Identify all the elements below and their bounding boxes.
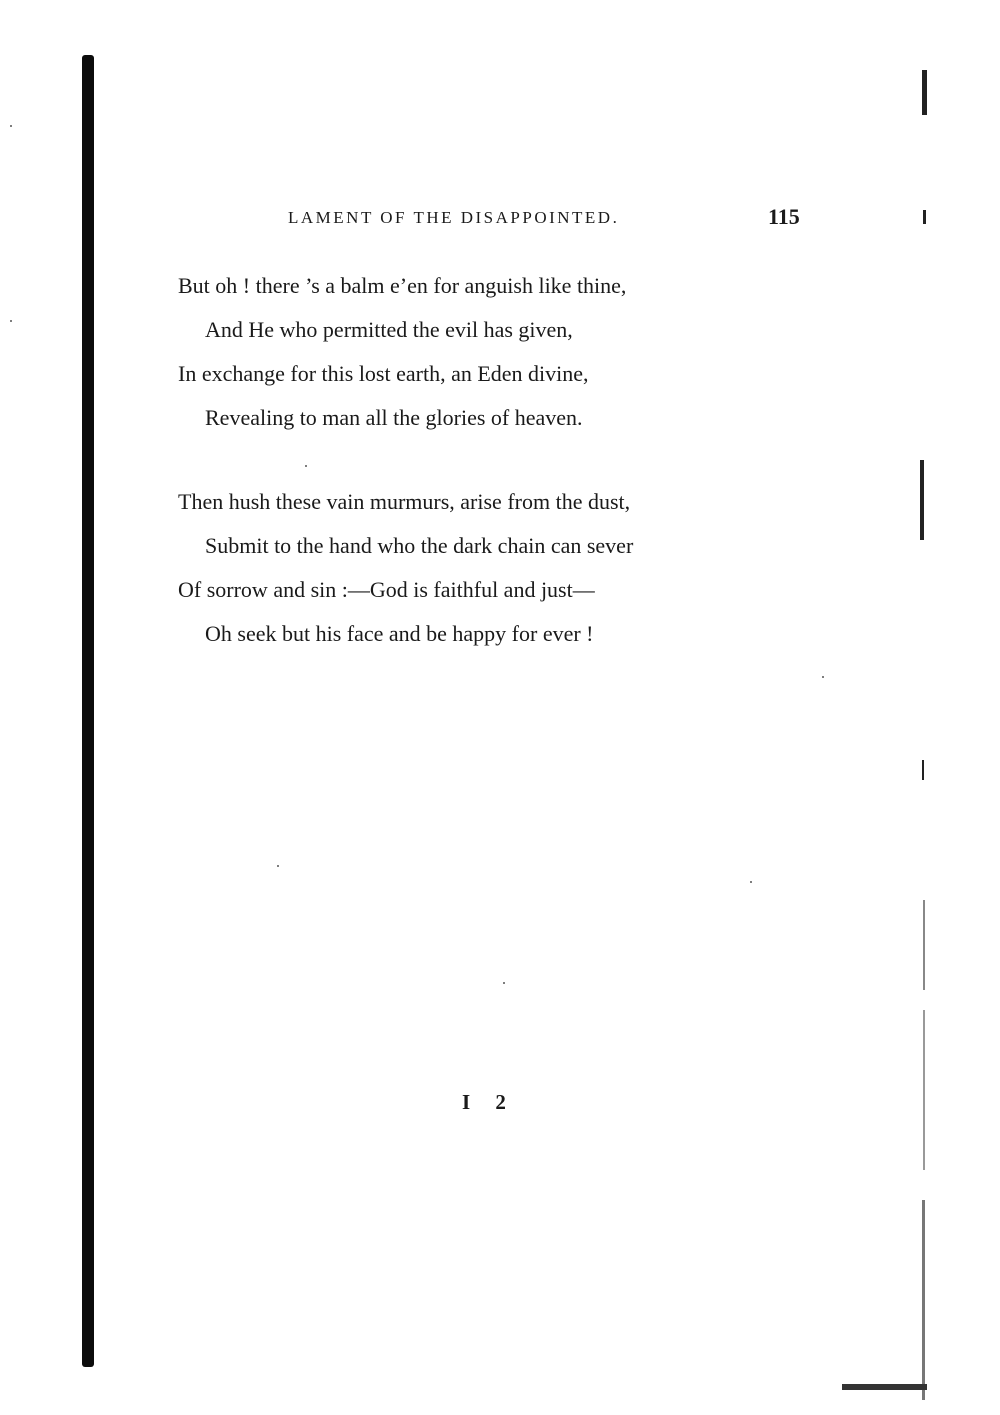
scan-speck [277, 865, 279, 867]
page-number: 115 [768, 204, 800, 229]
stanza [178, 480, 633, 656]
verse-line: Then hush these vain murmurs, arise from the dust, [178, 489, 631, 514]
verse-line: In exchange for this lost earth, an Eden divine, [178, 361, 589, 386]
scan-speck [305, 465, 307, 467]
scan-speck [822, 676, 824, 678]
verse-line: Revealing to man all the glories of heaven. [205, 405, 583, 430]
verse-line: And He who permitted the evil has given, [205, 317, 573, 342]
verse-line: Oh seek but his face and be happy for ever ! [205, 621, 594, 646]
signature-mark: I 2 [462, 1090, 516, 1114]
scan-smudge [842, 1384, 927, 1390]
verse-line: Of sorrow and sin :—God is faithful and just— [178, 577, 595, 602]
scan-edge-right [920, 60, 930, 1400]
verse-line: But oh ! there ’s a balm e’en for anguish like thine, [178, 273, 627, 298]
scan-speck [10, 320, 12, 322]
scan-speck [10, 125, 12, 127]
running-head: LAMENT OF THE DISAPPOINTED. [288, 208, 620, 227]
scan-speck [503, 982, 505, 984]
verse-line: Submit to the hand who the dark chain can sever [205, 533, 634, 558]
scan-speck [750, 881, 752, 883]
binding-edge [82, 55, 94, 1367]
stanza [178, 264, 626, 440]
